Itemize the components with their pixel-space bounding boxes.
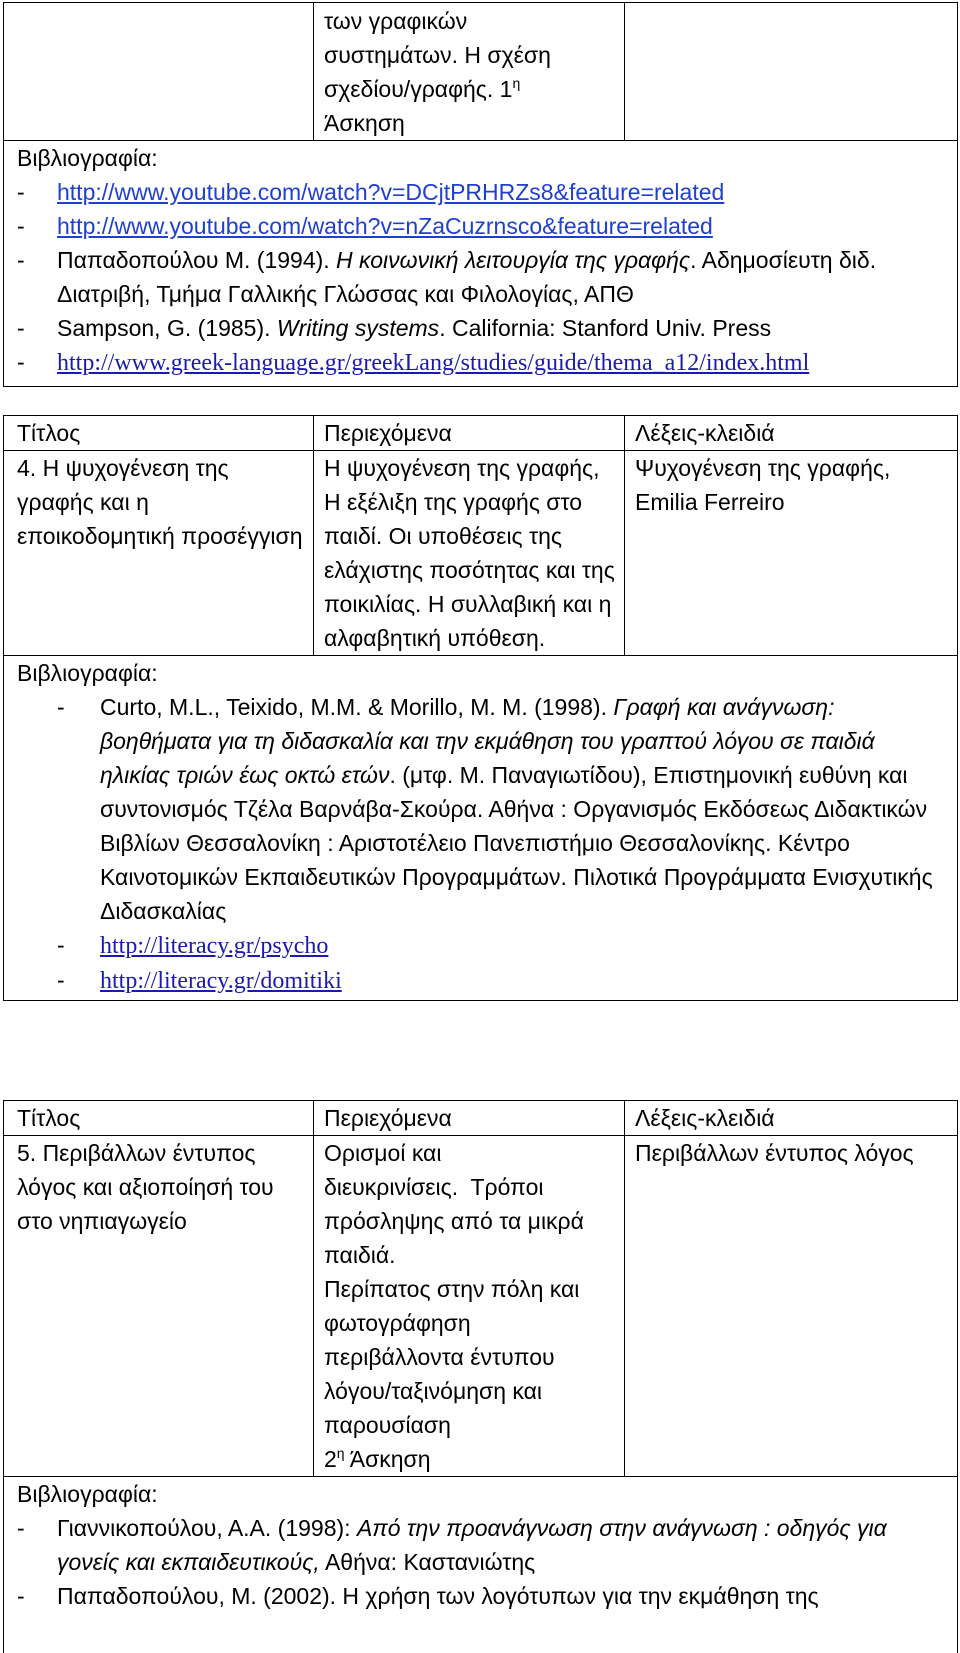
bibliography-item: - Παπαδοπούλου Μ. (1994). Η κοινωνική λειτουργία της γραφής. Αδημοσίευτη διδ. Διατριβή, Τμήμα Γαλλικής Γλώσσας και Φιλολογίας, ΑΠΘ bbox=[17, 243, 948, 311]
bibliography-item: - http://literacy.gr/psycho bbox=[17, 928, 948, 963]
bibliography-cell bbox=[4, 656, 958, 1001]
contents-line: Άσκηση bbox=[324, 106, 615, 140]
youtube-link-1[interactable]: http://www.youtube.com/watch?v=DCjtPRHRZs8&feature=related bbox=[57, 179, 724, 205]
literacy-domitiki-link[interactable]: http://literacy.gr/domitiki bbox=[100, 968, 342, 994]
header-keywords: Λέξεις-κλειδιά bbox=[625, 1101, 958, 1136]
contents-line: των γραφικών bbox=[324, 4, 615, 38]
contents-line: Ορισμοί και bbox=[324, 1136, 615, 1170]
bibliography-item: - Sampson, G. (1985). Writing systems. California: Stanford Univ. Press bbox=[17, 311, 948, 345]
title-cell: 4. Η ψυχογένεση της γραφής και η εποικοδομητική προσέγγιση bbox=[4, 451, 314, 656]
contents-line: περιβάλλοντα έντυπου bbox=[324, 1340, 615, 1374]
bibliography-cell bbox=[4, 141, 958, 387]
course-table-block-3 bbox=[3, 2, 958, 387]
table-row bbox=[4, 656, 958, 1001]
contents-line: παρουσίαση bbox=[324, 1408, 615, 1442]
header-row bbox=[4, 1101, 958, 1136]
contents-line: φωτογράφηση bbox=[324, 1306, 615, 1340]
bibliography-item: - http://www.youtube.com/watch?v=nZaCuzrnsco&feature=related bbox=[17, 209, 948, 243]
contents-line: Περίπατος στην πόλη και bbox=[324, 1272, 615, 1306]
bibliography-item: - http://literacy.gr/domitiki bbox=[17, 963, 948, 998]
course-table-block-4 bbox=[3, 415, 958, 1001]
header-title: Τίτλος bbox=[4, 416, 314, 451]
contents-cell bbox=[314, 1136, 625, 1477]
bibliography-cell bbox=[4, 1477, 958, 1653]
keywords-cell bbox=[625, 3, 958, 141]
contents-line: λόγου/ταξινόμηση και bbox=[324, 1374, 615, 1408]
table-row bbox=[4, 141, 958, 387]
bibliography-item: - Γιαννικοπούλου, Α.Α. (1998): Από την προανάγνωση στην ανάγνωση : οδηγός για γονείς και εκπαιδευτικούς, Αθήνα: Καστανιώτης bbox=[17, 1511, 948, 1579]
bibliography-label: Βιβλιογραφία: bbox=[17, 141, 948, 175]
bibliography-item: - Curto, M.L., Teixido, M.M. & Morillo, M. M. (1998). Γραφή και ανάγνωση: βοηθήματα για τη διδασκαλία και την εκμάθηση του γραπτού λόγου σε παιδιά ηλικίας τριών έως οκτώ ετών. (μτφ. Μ. Παναγιωτίδου), Επιστημονική ευθύνη και συντονισμός Τζέλα Βαρνάβα-Σκούρα. Αθήνα : Οργανισμός Εκδόσεως Διδακτικών Βιβλίων Θεσσαλονίκη : Αριστοτέλειο Πανεπιστήμιο Θεσσαλονίκης. Κέντρο Καινοτομικών Εκπαιδευτικών Προγραμμάτων. Πιλοτικά Προγράμματα Ενισχυτικής Διδασκαλίας bbox=[17, 690, 948, 928]
greek-language-link[interactable]: http://www.greek-language.gr/greekLang/studies/guide/thema_a12/index.html bbox=[57, 350, 809, 376]
contents-line: σχεδίου/γραφής. $1^\eta$ bbox=[324, 72, 615, 106]
contents-line: διευκρινίσεις. Τρόποι bbox=[324, 1170, 615, 1204]
table-row bbox=[4, 1477, 958, 1653]
contents-cell: Η ψυχογένεση της γραφής, Η εξέλιξη της γραφής στο παιδί. Οι υποθέσεις της ελάχιστης ποσότητας και της ποικιλίας. Η συλλαβική και η αλφαβητική υπόθεση. bbox=[314, 451, 625, 656]
table-row bbox=[4, 3, 958, 141]
title-cell: 5. Περιβάλλων έντυπος λόγος και αξιοποίησή του στο νηπιαγωγείο bbox=[4, 1136, 314, 1477]
header-keywords: Λέξεις-κλειδιά bbox=[625, 416, 958, 451]
contents-line: πρόσληψης από τα μικρά bbox=[324, 1204, 615, 1238]
header-row bbox=[4, 416, 958, 451]
keywords-cell: Ψυχογένεση της γραφής, Emilia Ferreiro bbox=[625, 451, 958, 656]
course-table-block-5 bbox=[3, 1100, 958, 1653]
contents-line: παιδιά. bbox=[324, 1238, 615, 1272]
contents-cell bbox=[314, 3, 625, 141]
table-row bbox=[4, 1136, 958, 1477]
contents-line: συστημάτων. Η σχέση bbox=[324, 38, 615, 72]
title-cell bbox=[4, 3, 314, 141]
header-title: Τίτλος bbox=[4, 1101, 314, 1136]
keywords-cell: Περιβάλλων έντυπος λόγος bbox=[625, 1136, 958, 1477]
bibliography-label: Βιβλιογραφία: bbox=[17, 1477, 948, 1511]
bibliography-item: - http://www.greek-language.gr/greekLang/studies/guide/thema_a12/index.html bbox=[17, 345, 948, 380]
header-contents: Περιεχόμενα bbox=[314, 1101, 625, 1136]
bibliography-item: - Παπαδοπούλου, Μ. (2002). Η χρήση των λογότυπων για την εκμάθηση της bbox=[17, 1579, 948, 1613]
literacy-psycho-link[interactable]: http://literacy.gr/psycho bbox=[100, 933, 328, 959]
table-row bbox=[4, 451, 958, 656]
youtube-link-2[interactable]: http://www.youtube.com/watch?v=nZaCuzrnsco&feature=related bbox=[57, 213, 713, 239]
bibliography-item: - http://www.youtube.com/watch?v=DCjtPRHRZs8&feature=related bbox=[17, 175, 948, 209]
contents-line: $2^\eta$ Άσκηση bbox=[324, 1442, 615, 1476]
header-contents: Περιεχόμενα bbox=[314, 416, 625, 451]
bibliography-label: Βιβλιογραφία: bbox=[17, 656, 948, 690]
